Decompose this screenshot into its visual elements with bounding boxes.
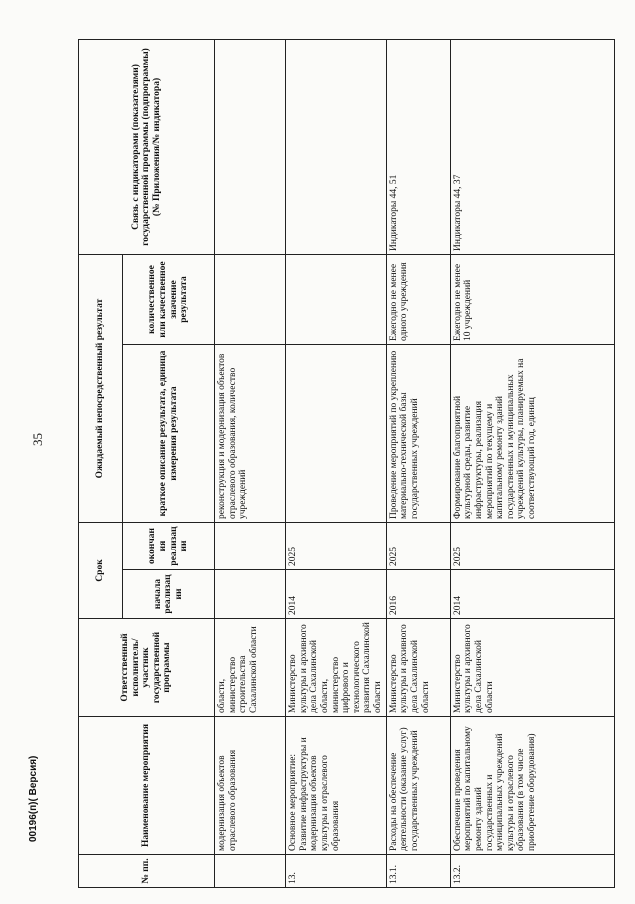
row-responsible: области, министерство строительства Сахалинской области: [215, 619, 286, 717]
row-start: 2014: [450, 570, 614, 619]
row-quant: Ежегодно не менее 10 учреждений: [450, 255, 614, 345]
row-quant: [215, 255, 286, 345]
header-link: Связь с индикаторами (показателями) государственной программы (подпрограммы) (№ Приложения/№ индикатора): [79, 40, 215, 255]
header-term: Срок: [79, 523, 123, 619]
row-name: Обеспечение проведения мероприятий по капитальному ремонту зданий государственных и муниципальных учреждений культуры и отраслевого образования (в том числе приобретение оборудования): [450, 717, 614, 855]
header-num: № пп.: [79, 855, 215, 888]
row-num: 13.2.: [450, 855, 614, 888]
footer-stamp: 00196(п)( Версия): [28, 755, 39, 842]
header-start: начала реализации: [123, 570, 215, 619]
row-responsible: Министерство культуры и архивного дела Сахалинской области: [386, 619, 450, 717]
table-row: [286, 40, 387, 888]
header-quant: количественное или качественное значение результата: [123, 255, 215, 345]
table-row: [215, 40, 286, 888]
row-responsible: Министерство культуры и архивного дела Сахалинской области: [450, 619, 614, 717]
row-end: 2025: [386, 523, 450, 570]
header-brief: краткое описание результата, единица измерения результата: [123, 345, 215, 523]
header-responsible: Ответственный исполнитель/участник государственной программы: [79, 619, 215, 717]
row-num: [215, 855, 286, 888]
row-end: 2025: [450, 523, 614, 570]
row-brief: [286, 345, 387, 523]
row-start: [215, 570, 286, 619]
row-responsible: Министерство культуры и архивного дела Сахалинской области, министерство цифрового и технологического развития Сахалинской области: [286, 619, 387, 717]
row-link: Индикаторы 44, 37: [450, 40, 614, 255]
row-num: 13.1.: [386, 855, 450, 888]
row-brief: Проведение мероприятий по укреплению материально-технической базы государственных учреждений: [386, 345, 450, 523]
row-link: [215, 40, 286, 255]
measures-table: [78, 39, 615, 888]
row-quant: Ежегодно не менее одного учреждения: [386, 255, 450, 345]
row-quant: [286, 255, 387, 345]
table-row: [450, 40, 614, 888]
header-end: окончания реализации: [123, 523, 215, 570]
row-name: Расходы на обеспечение деятельности (оказание услуг) государственных учреждений: [386, 717, 450, 855]
header-expected: Ожидаемый непосредственный результат: [79, 255, 123, 523]
row-start: 2016: [386, 570, 450, 619]
rotated-table-container: [78, 40, 613, 888]
row-num: 13.: [286, 855, 387, 888]
table-row: [386, 40, 450, 888]
row-name: Основное мероприятие: Развитие инфраструктуры и модернизация объектов культуры и отраслевого образования: [286, 717, 387, 855]
row-name: модернизация объектов отраслевого образования: [215, 717, 286, 855]
row-brief: Формирование благоприятной культурной среды, развитие инфраструктуры, реализация мероприятий по текущему и капитальному ремонту зданий государственных и муниципальных учреждений культуры, планируемых на соответствующий год, единиц: [450, 345, 614, 523]
row-end: [215, 523, 286, 570]
row-link: Индикаторы 44, 51: [386, 40, 450, 255]
header-name: Наименование мероприятия: [79, 717, 215, 855]
row-brief: реконструкция и модернизация объектов отраслевого образования, количество учреждений: [215, 345, 286, 523]
row-start: 2014: [286, 570, 387, 619]
row-end: 2025: [286, 523, 387, 570]
page-number: 35: [30, 433, 45, 446]
row-link: [286, 40, 387, 255]
